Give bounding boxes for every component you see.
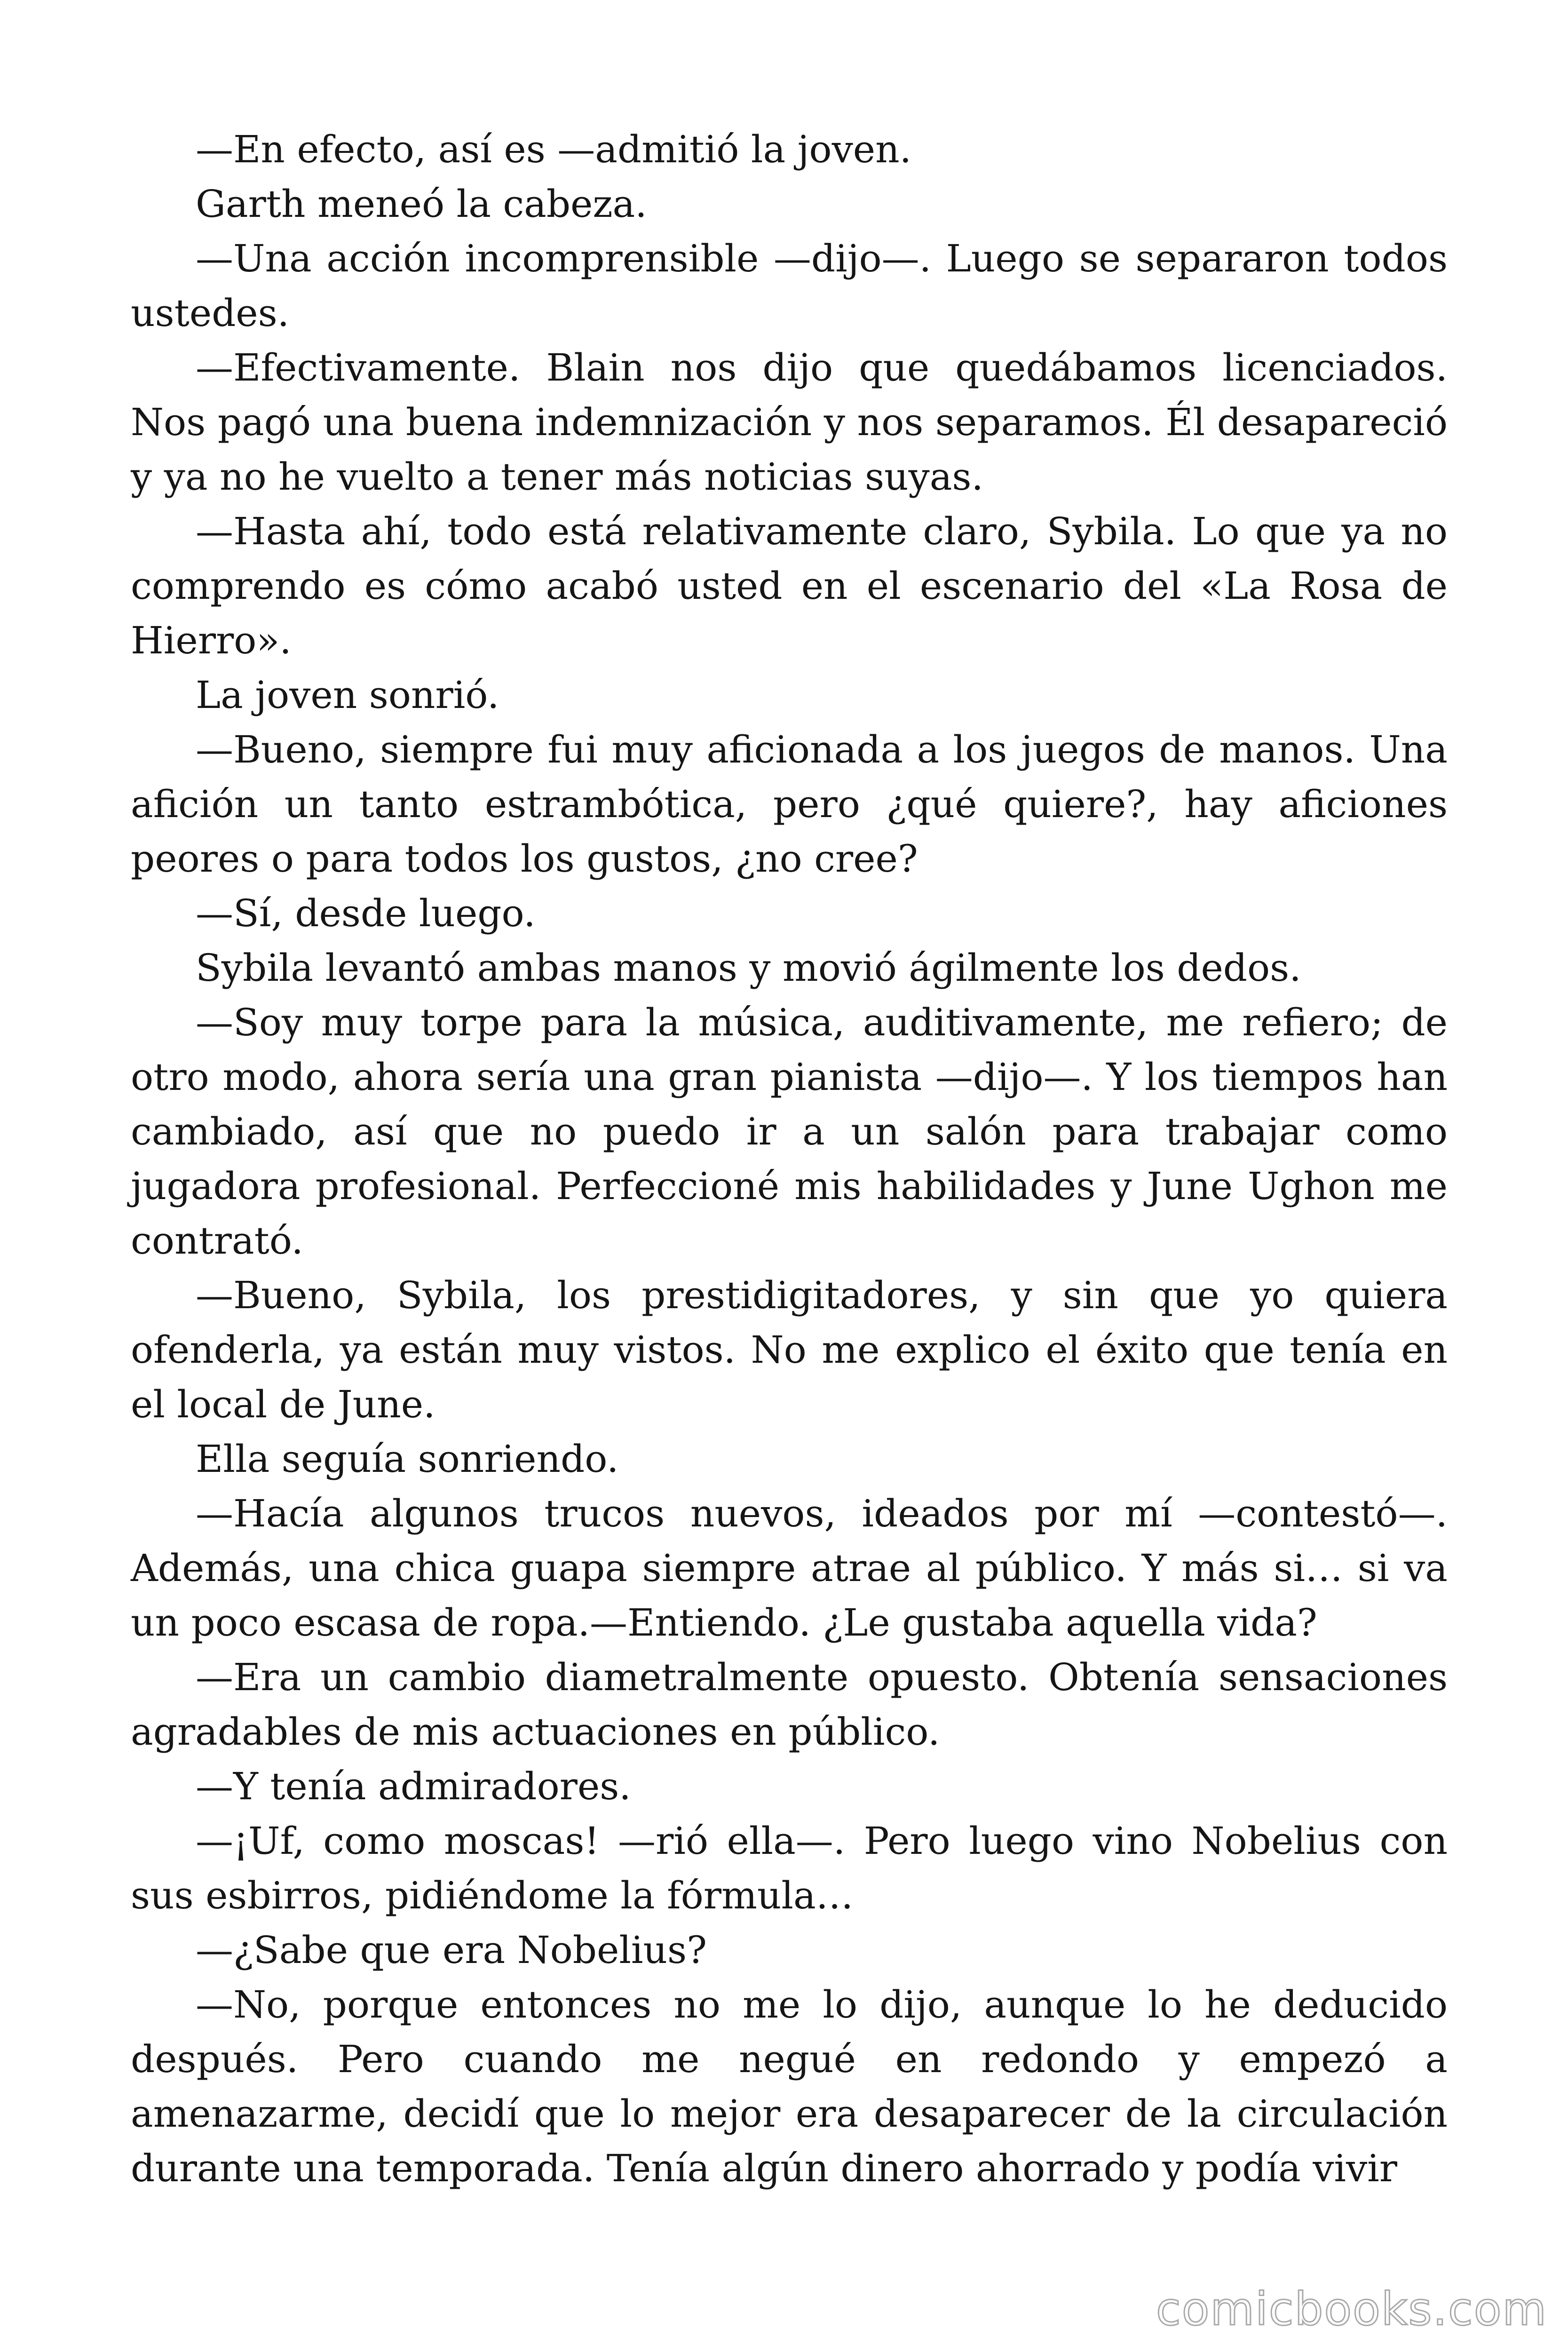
paragraph: —Hacía algunos trucos nuevos, ideados por mí —contestó—. Además, una chica guapa siempre atrae al público. Y más si… si va un poco escasa de ropa.—Entiendo. ¿Le gustaba aquella vida? (131, 1492, 1448, 1645)
paragraph: —Una acción incomprensible —dijo—. Luego se separaron todos ustedes. (131, 237, 1448, 335)
paragraph: —¿Sabe que era Nobelius? (196, 1928, 707, 1972)
body-text (131, 122, 1448, 2196)
paragraph: —Era un cambio diametralmente opuesto. Obtenía sensaciones agradables de mis actuaciones en público. (131, 1655, 1448, 1754)
paragraph: Sybila levantó ambas manos y movió ágilmente los dedos. (196, 946, 1301, 990)
paragraph: —Y tenía admiradores. (196, 1764, 631, 1808)
paragraph: Ella seguía sonriendo. (196, 1437, 619, 1481)
paragraph: Garth meneó la cabeza. (196, 182, 647, 226)
paragraph: —En efecto, así es —admitió la joven. (196, 127, 912, 171)
paragraph: —¡Uf, como moscas! —rió ella—. Pero luego vino Nobelius con sus esbirros, pidiéndome la fórmula… (131, 1819, 1448, 1917)
paragraph: —Soy muy torpe para la música, auditivamente, me refiero; de otro modo, ahora sería una gran pianista —dijo—. Y los tiempos han cambiado, así que no puedo ir a un salón para trabajar como jugadora profesional. Perfeccioné mis habilidades y June Ughon me contrató. (131, 1001, 1448, 1263)
site-watermark: comicbooks.com (1156, 2283, 1548, 2336)
paragraph: —Hasta ahí, todo está relativamente claro, Sybila. Lo que ya no comprendo es cómo acabó usted en el escenario del «La Rosa de Hierro». (131, 509, 1448, 662)
paragraph: —No, porque entonces no me lo dijo, aunque lo he deducido después. Pero cuando me negué en redondo y empezó a amenazarme, decidí que lo mejor era desaparecer de la circulación durante una temporada. Tenía algún dinero ahorrado y podía vivir (131, 1983, 1448, 2190)
paragraph: —Bueno, siempre fui muy aficionada a los juegos de manos. Una afición un tanto estrambótica, pero ¿qué quiere?, hay aficiones peores o para todos los gustos, ¿no cree? (131, 728, 1448, 881)
paragraph: —Bueno, Sybila, los prestidigitadores, y sin que yo quiera ofenderla, ya están muy vistos. No me explico el éxito que tenía en el local de June. (131, 1273, 1448, 1426)
paragraph: La joven sonrió. (196, 673, 499, 717)
paragraph: —Efectivamente. Blain nos dijo que quedábamos licenciados. Nos pagó una buena indemnización y nos separamos. Él desapareció y ya no he vuelto a tener más noticias suyas. (131, 346, 1448, 499)
paragraph: —Sí, desde luego. (196, 891, 536, 935)
